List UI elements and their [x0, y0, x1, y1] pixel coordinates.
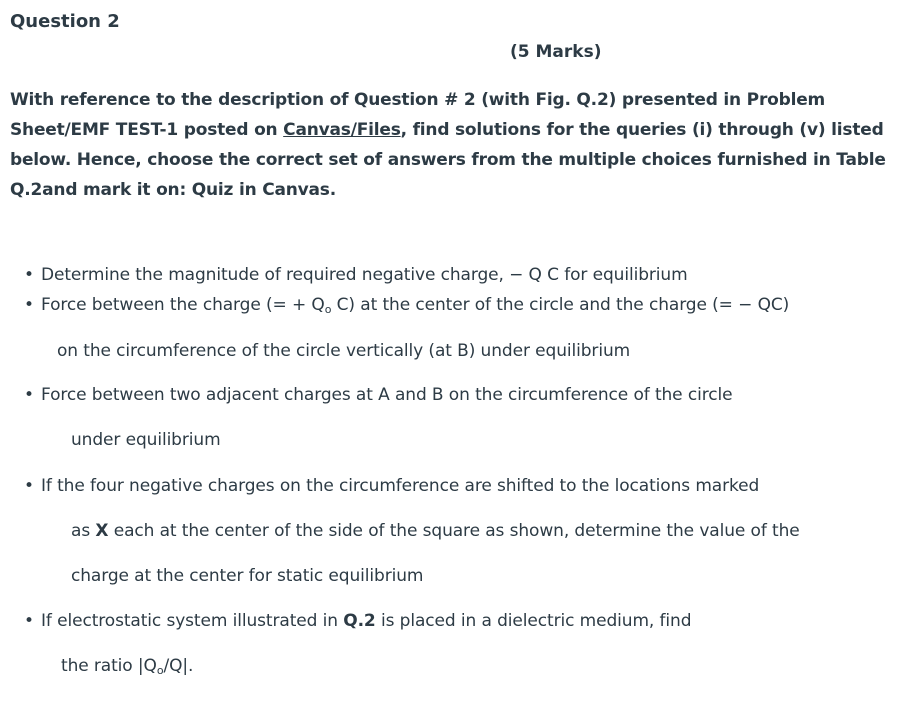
bullet-marker: • [24, 476, 35, 496]
bullet-marker: • [24, 295, 35, 315]
intro-text-1: With reference to the description of Question # 2 (with Fig. Q.2) presented in Problem Sheet/EMF TEST-1 posted on [10, 90, 826, 140]
item-4-x-marker: X [95, 521, 109, 541]
item-4-line-1: If the four negative charges on the circumference are shifted to the locations marked [41, 476, 760, 496]
item-4-line-2 [71, 521, 800, 541]
item-5-q2-ref: Q.2 [343, 611, 376, 631]
item-2-text-b: C) at the center of the circle and the charge (= − QC) [331, 295, 790, 315]
item-2-line-1 [41, 295, 789, 316]
item-4-text-a: as [71, 521, 96, 541]
item-4-line-3: charge at the center for static equilibrium [71, 566, 424, 586]
intro-text-2: , find solutions for the queries (i) through (v) listed below. Hence, choose the correct set of answers from the multiple choices furnished in Table Q.2and mark it on: Quiz in Canvas. [10, 120, 886, 200]
item-1-line-1: Determine the magnitude of required negative charge, − Q C for equilibrium [41, 265, 688, 285]
item-3-line-1: Force between two adjacent charges at A and B on the circumference of the circle [41, 385, 733, 405]
item-2-text-a: Force between the charge (= + Q [41, 295, 325, 315]
item-5-ratio-b: /Q|. [163, 656, 194, 676]
bullet-marker: • [24, 611, 35, 631]
item-5-text-c: is placed in a dielectric medium, find [375, 611, 692, 631]
item-3-line-2: under equilibrium [71, 430, 221, 450]
item-5-subscript: o [156, 664, 164, 677]
bullet-marker: • [24, 385, 35, 405]
item-2-line-2: on the circumference of the circle vertically (at B) under equilibrium [57, 341, 631, 361]
item-5-line-2 [61, 656, 193, 677]
canvas-files-link[interactable]: Canvas/Files [283, 120, 401, 140]
item-2-subscript: o [324, 303, 332, 316]
item-4-text-c: each at the center of the side of the square as shown, determine the value of the [108, 521, 800, 541]
question-title: Question 2 [10, 11, 120, 32]
item-5-line-1 [41, 611, 691, 631]
item-5-text-a: If electrostatic system illustrated in [41, 611, 344, 631]
marks-label: (5 Marks) [510, 42, 602, 62]
intro-paragraph [10, 85, 895, 205]
bullet-marker: • [24, 265, 35, 285]
item-5-ratio-a: the ratio |Q [61, 656, 157, 676]
